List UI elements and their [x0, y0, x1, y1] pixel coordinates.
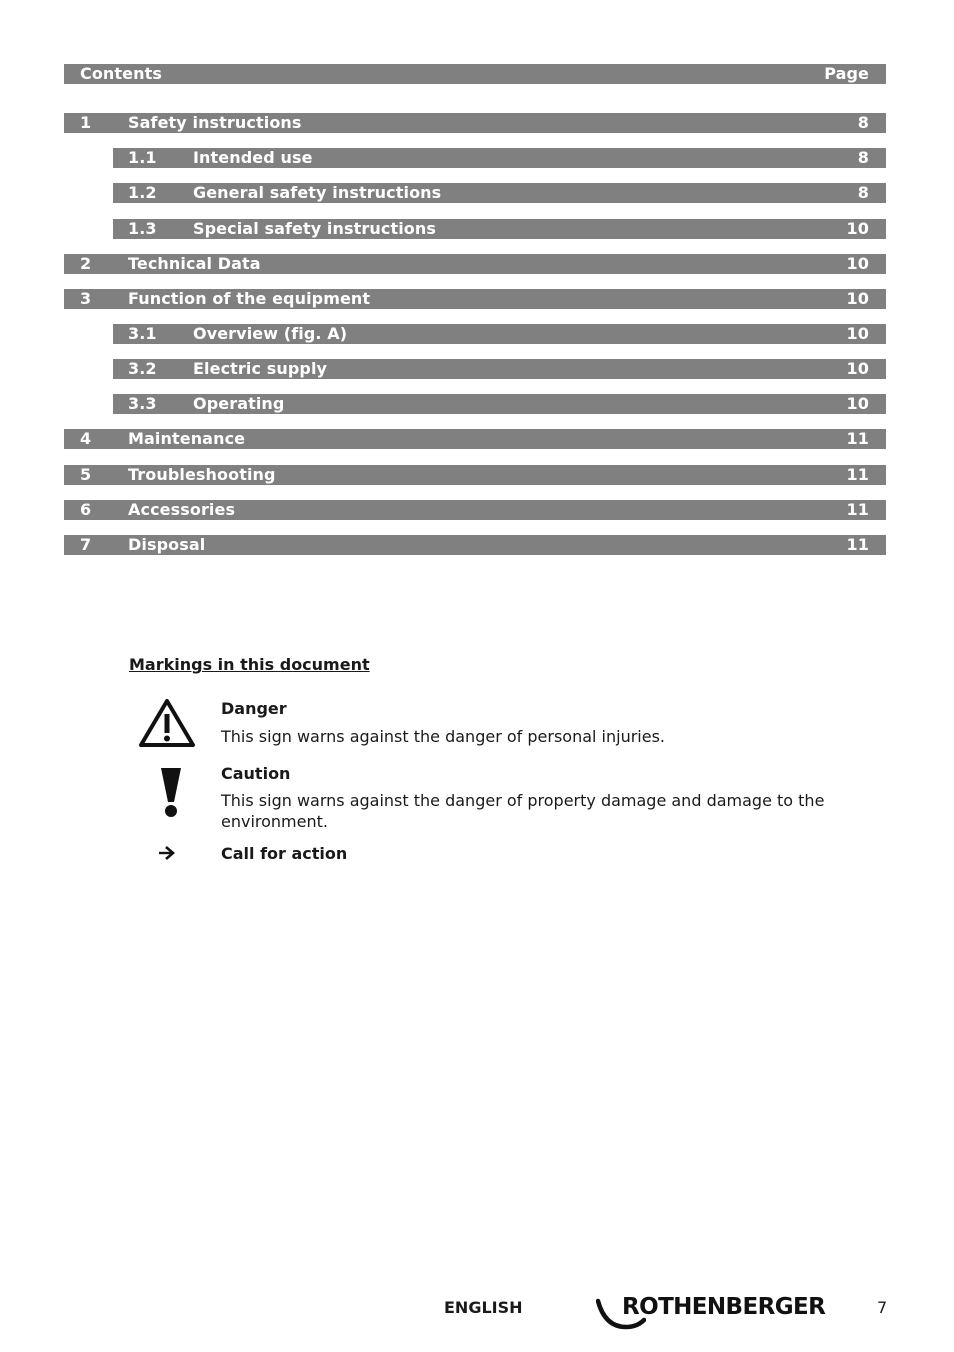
toc-entry-number: 3.2	[128, 359, 157, 378]
toc-entry-page: 10	[846, 324, 869, 343]
footer-language: ENGLISH	[444, 1298, 523, 1317]
toc-entry-title: Accessories	[128, 500, 236, 519]
toc-subentry[interactable]	[113, 183, 886, 203]
page-number: 7	[877, 1298, 888, 1317]
toc-entry[interactable]	[64, 289, 886, 309]
toc-entry-page: 10	[846, 394, 869, 413]
danger-title: Danger	[221, 699, 287, 718]
toc-entry-number: 5	[80, 465, 92, 484]
danger-triangle-icon	[138, 698, 196, 748]
toc-entry-page: 11	[846, 465, 869, 484]
toc-subentry[interactable]	[113, 359, 886, 379]
toc-entry-number: 3.1	[128, 324, 157, 343]
toc-entry[interactable]	[64, 535, 886, 555]
call-for-action-title: Call for action	[221, 844, 348, 863]
toc-entry-title: General safety instructions	[193, 183, 442, 202]
toc-entry-page: 8	[857, 183, 869, 202]
toc-subentry[interactable]	[113, 148, 886, 168]
toc-entry-title: Intended use	[193, 148, 313, 167]
toc-entry-title: Disposal	[128, 535, 206, 554]
toc-entry-title: Troubleshooting	[128, 465, 276, 484]
caution-exclamation-icon	[158, 766, 184, 818]
toc-entry-title: Function of the equipment	[128, 289, 371, 308]
danger-description: This sign warns against the danger of personal injuries.	[221, 727, 665, 746]
toc-entry[interactable]	[64, 429, 886, 449]
arrow-right-icon	[158, 845, 176, 861]
toc-entry-number: 4	[80, 429, 92, 448]
toc-entry-page: 11	[846, 500, 869, 519]
toc-entry-page: 10	[846, 219, 869, 238]
toc-entry-title: Safety instructions	[128, 113, 302, 132]
toc-entry-number: 6	[80, 500, 92, 519]
toc-entry[interactable]	[64, 113, 886, 133]
toc-subentry[interactable]	[113, 219, 886, 239]
toc-entry-number: 1.1	[128, 148, 157, 167]
toc-entry-number: 3	[80, 289, 92, 308]
toc-entry-page: 10	[846, 289, 869, 308]
toc-header	[64, 64, 886, 84]
toc-entry-page: 8	[857, 148, 869, 167]
toc-entry-title: Electric supply	[193, 359, 328, 378]
toc-entry-page: 10	[846, 254, 869, 273]
toc-entry[interactable]	[64, 254, 886, 274]
toc-entry-number: 1.3	[128, 219, 157, 238]
toc-entry-number: 1.2	[128, 183, 157, 202]
markings-heading: Markings in this document	[129, 655, 370, 674]
toc-subentry[interactable]	[113, 324, 886, 344]
toc-entry-title: Overview (fig. A)	[193, 324, 348, 343]
toc-entry-page: 8	[857, 113, 869, 132]
toc-entry-number: 7	[80, 535, 92, 554]
caution-title: Caution	[221, 764, 291, 783]
toc-header-page: Page	[824, 64, 869, 83]
toc-entry-number: 1	[80, 113, 92, 132]
rothenberger-logo	[596, 1292, 836, 1332]
toc-subentry[interactable]	[113, 394, 886, 414]
toc-entry[interactable]	[64, 465, 886, 485]
toc-header-contents: Contents	[80, 64, 162, 83]
toc-entry-title: Operating	[193, 394, 285, 413]
logo-wordmark: ROTHENBERGER	[622, 1294, 826, 1320]
toc-entry-title: Special safety instructions	[193, 219, 436, 238]
toc-entry-page: 11	[846, 429, 869, 448]
toc-entry-title: Maintenance	[128, 429, 246, 448]
toc-entry-number: 2	[80, 254, 92, 273]
toc-entry-number: 3.3	[128, 394, 157, 413]
toc-entry[interactable]	[64, 500, 886, 520]
toc-entry-page: 10	[846, 359, 869, 378]
caution-description: This sign warns against the danger of property damage and damage to the environment.	[221, 791, 825, 831]
toc-entry-page: 11	[846, 535, 869, 554]
toc-entry-title: Technical Data	[128, 254, 261, 273]
